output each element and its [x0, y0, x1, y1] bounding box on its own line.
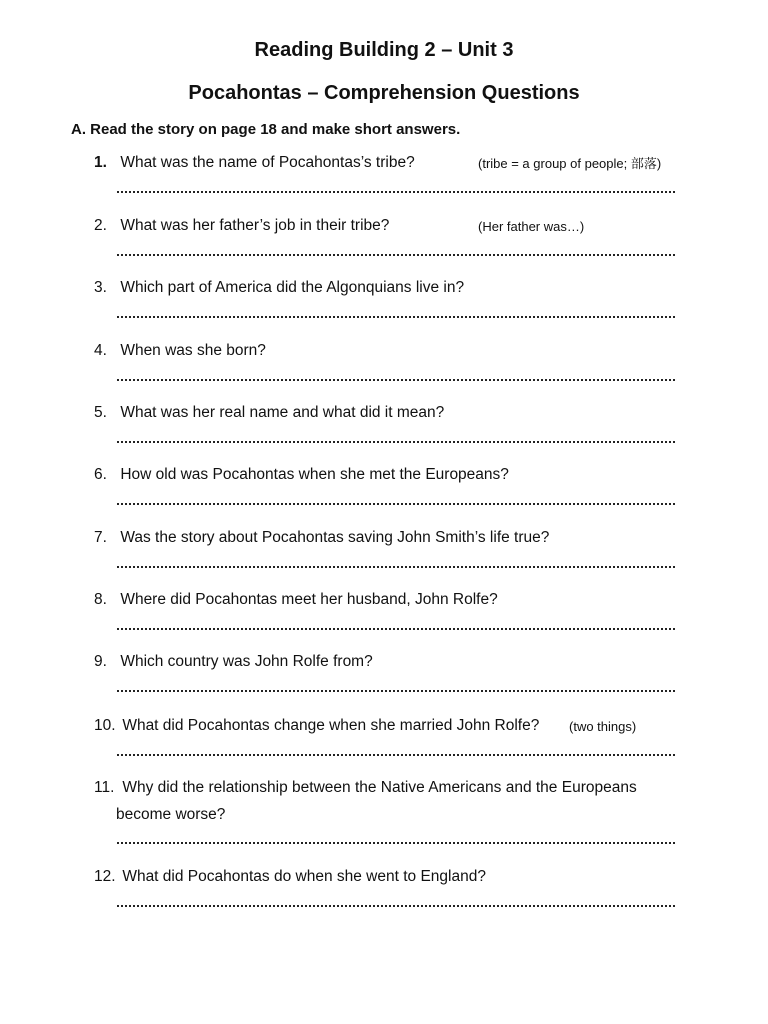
question-5 [94, 399, 694, 426]
question-number: 1. [94, 154, 107, 171]
question-7 [94, 524, 694, 551]
answer-line-4[interactable] [117, 377, 675, 381]
question-number: 3. [94, 279, 107, 296]
question-text: What was her real name and what did it mean? [120, 404, 445, 421]
question-number: 5. [94, 404, 107, 421]
answer-line-11[interactable] [117, 840, 675, 844]
question-11 [94, 774, 694, 828]
question-hint: (tribe = a group of people; 部落) [478, 156, 662, 171]
question-hint: (two things) [569, 719, 637, 734]
question-2 [94, 212, 694, 239]
answer-line-5[interactable] [117, 439, 675, 443]
question-text: Where did Pocahontas meet her husband, John Rolfe? [120, 591, 498, 608]
question-number: 12. [94, 868, 116, 885]
question-6 [94, 461, 694, 488]
question-text: When was she born? [120, 342, 266, 359]
question-12 [94, 863, 694, 890]
question-1 [94, 149, 694, 176]
answer-line-6[interactable] [117, 501, 675, 505]
question-text: Was the story about Pocahontas saving John Smith’s life true? [120, 529, 550, 546]
question-10 [94, 712, 694, 739]
question-text: Which part of America did the Algonquians live in? [120, 279, 465, 296]
answer-line-7[interactable] [117, 564, 675, 568]
answer-line-2[interactable] [117, 252, 675, 256]
answer-line-10[interactable] [117, 752, 675, 756]
question-number: 7. [94, 529, 107, 546]
worksheet-subtitle: Pocahontas – Comprehension Questions [188, 82, 580, 104]
question-8 [94, 586, 694, 613]
question-3 [94, 274, 694, 301]
answer-line-8[interactable] [117, 626, 675, 630]
answer-line-1[interactable] [117, 189, 675, 193]
question-text: Which country was John Rolfe from? [120, 653, 373, 670]
question-number: 6. [94, 466, 107, 483]
question-4 [94, 337, 694, 364]
question-text: What did Pocahontas do when she went to England? [122, 868, 486, 885]
question-hint: (Her father was…) [478, 219, 585, 234]
question-number: 11. [94, 779, 115, 796]
question-text-continued: become worse? [116, 806, 226, 823]
answer-line-3[interactable] [117, 314, 675, 318]
question-number: 4. [94, 342, 107, 359]
question-number: 9. [94, 653, 107, 670]
question-number: 2. [94, 217, 107, 234]
worksheet-title: Reading Building 2 – Unit 3 [254, 39, 514, 61]
question-text: What did Pocahontas change when she married John Rolfe? [122, 717, 540, 734]
answer-line-9[interactable] [117, 688, 675, 692]
question-number: 8. [94, 591, 107, 608]
question-text: How old was Pocahontas when she met the Europeans? [120, 466, 509, 483]
question-text: What was the name of Pocahontas’s tribe? [120, 154, 415, 171]
section-instruction: A. Read the story on page 18 and make short answers. [71, 121, 461, 138]
question-number: 10. [94, 717, 116, 734]
question-text: Why did the relationship between the Native Americans and the Europeans [122, 779, 637, 796]
answer-line-12[interactable] [117, 903, 675, 907]
question-9 [94, 648, 694, 675]
question-text: What was her father’s job in their tribe? [120, 217, 390, 234]
